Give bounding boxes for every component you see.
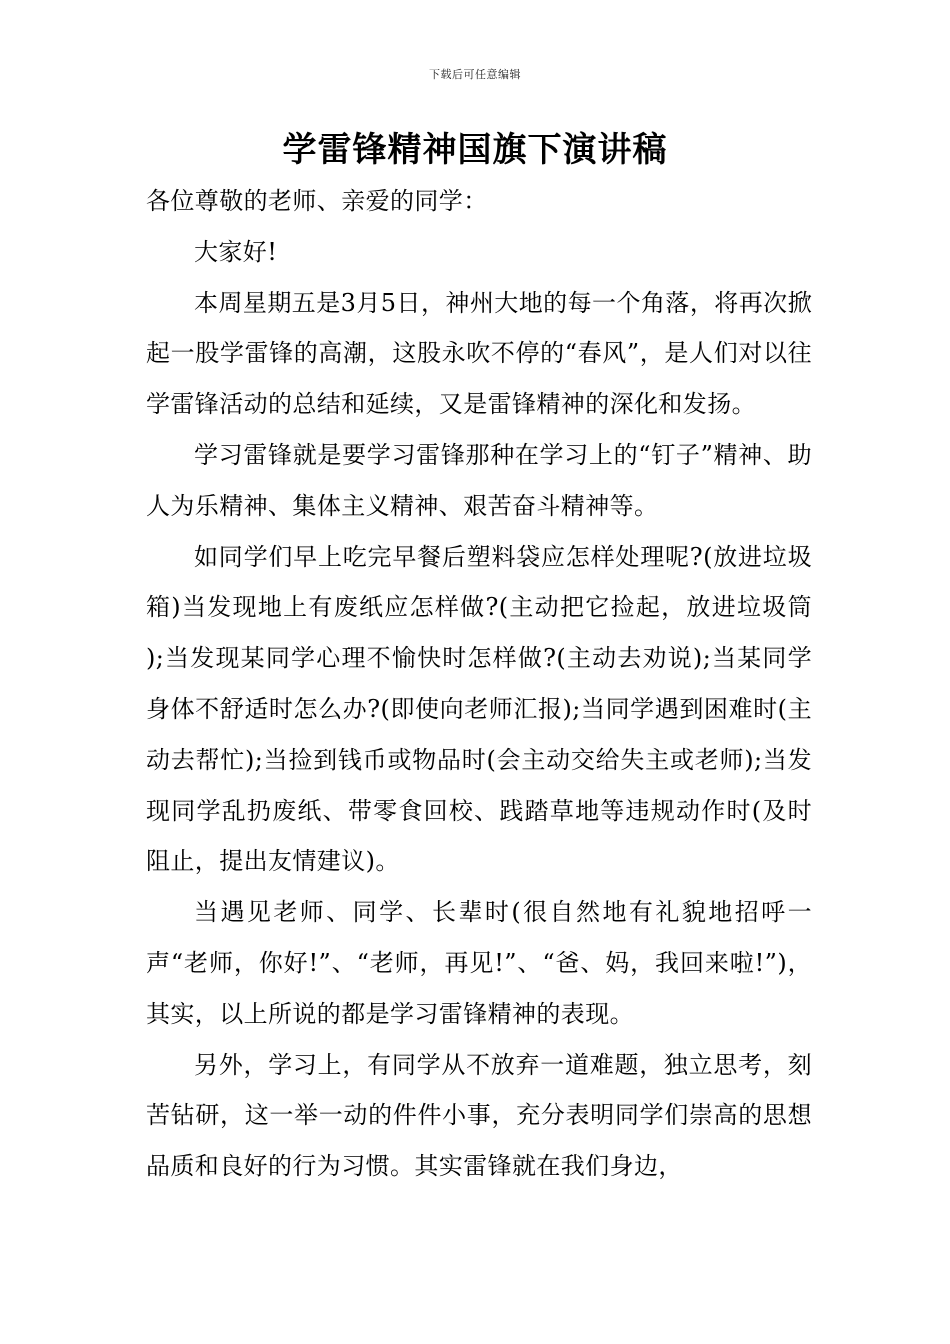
salutation: 各位尊敬的老师、亲爱的同学： (146, 187, 488, 215)
header-note: 下载后可任意编辑 (429, 68, 521, 81)
paragraph-examples: 如同学们早上吃完早餐后塑料袋应怎样处理呢?(放进垃圾箱)当发现地上有废纸应怎样做?(主动把它捡起，放进垃圾筒 );当发现某同学心理不愉快时怎样做?(主动去劝说);当某同学身体不舒适时怎么办?(即使向老师汇报);当同学遇到困难时(主动去帮忙);当捡到钱币或物品时(会主动交给失主或老师);当发现同学乱扔废纸、带零食回校、践踏草地等违规动作时(及时阻止，提出友情建议)。 (146, 542, 812, 876)
paragraph-greeting-elders: 当遇见老师、同学、长辈时(很自然地有礼貌地招呼一声“老师，你好!”、“老师，再见!”、“爸、妈，我回来啦!”)，其实，以上所说的都是学习雷锋精神的表现。 (146, 898, 812, 1028)
paragraph-intro: 本周星期五是3月5日，神州大地的每一个角落，将再次掀起一股学雷锋的高潮，这股永吹不停的“春风”，是人们对以往学雷锋活动的总结和延续，又是雷锋精神的深化和发扬。 (146, 288, 812, 419)
paragraph-study: 另外，学习上，有同学从不放弃一道难题，独立思考，刻苦钻研，这一举一动的件件小事，充分表明同学们崇高的思想品质和良好的行为习惯。其实雷锋就在我们身边， (146, 1050, 812, 1181)
document-body (146, 176, 812, 1192)
paragraph-learning: 学习雷锋就是要学习雷锋那种在学习上的“钉子”精神、助人为乐精神、集体主义精神、艰苦奋斗精神等。 (146, 440, 812, 520)
paragraph-greeting: 大家好! (194, 237, 278, 266)
document-title: 学雷锋精神国旗下演讲稿 (282, 130, 668, 170)
